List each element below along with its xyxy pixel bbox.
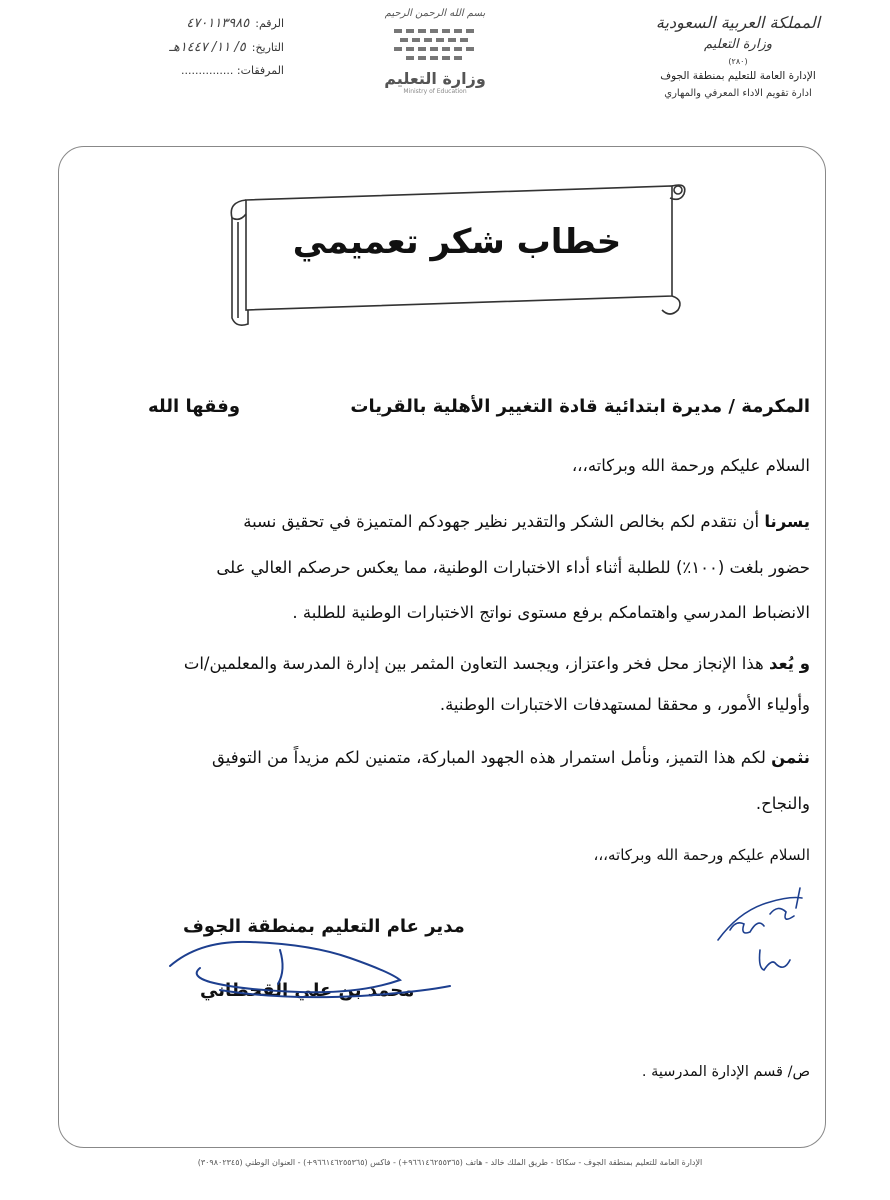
paragraph3-line2: والنجاح. [755,794,810,813]
issuer-code: (٢٨٠) [728,57,748,66]
paragraph3-lead: نثمن [771,748,810,767]
ministry-name-english: Ministry of Education [403,88,467,95]
paragraph1-lead: يسرنا [764,512,810,531]
reference-number-label: الرقم: [255,17,284,30]
reference-number-value: ٤٧٠١١٣٩٨٥ [186,16,250,31]
letter-title: خطاب شكر تعميمي [292,222,622,262]
date-row [54,40,284,64]
paragraph1-line3: الانضباط المدرسي واهتمامكم برفع مستوى نواتج الاختبارات الوطنية للطلبة . [292,603,810,622]
paragraph3-line1 [212,748,810,767]
paragraph3-line1-text: لكم هذا التميز، ونأمل استمرار هذه الجهود المباركة، متمنين لكم مزيداً من التوفيق [212,748,772,767]
ministry-logo-block [360,8,510,95]
paragraph1-line1-text: أن نتقدم لكم بخالص الشكر والتقدير نظير جهودكم المتميزة في تحقيق نسبة [243,512,765,531]
header-issuer-block [638,12,838,102]
paragraph1-line2: حضور بلغت (١٠٠٪) للطلبة أثناء أداء الاختبارات الوطنية، مما يعكس حرصكم العالي على [216,558,810,577]
reference-number-row [54,16,284,40]
reference-block [54,16,284,88]
paragraph2-lead: و يُعد [768,654,810,673]
footer-contact: الإدارة العامة للتعليم بمنطقة الجوف - سكاكا - طريق الملك خالد - هاتف (٩٦٦١٤٦٢٥٥٣٦٥+) - فاكس (٩٦٦١٤٦٢٥٥٣٦٥+) - العنوان الوطني (٣٠٩٨٠٢٣٤٥) [197,1158,703,1167]
signatory-title: مدير عام التعليم بمنطقة الجوف [183,916,465,937]
kingdom-name: المملكة العربية السعودية [655,13,821,32]
initials-mark-icon [700,880,820,980]
paragraph2-line2: وأولياء الأمور، و محققا لمستهدفات الاختبارات الوطنية. [439,695,810,714]
ministry-logo-icon [390,25,480,67]
admin-name: الإدارة العامة للتعليم بمنطقة الجوف [660,70,816,82]
paragraph1-line1 [243,512,810,531]
recipient-closing: وفقها الله [148,396,241,417]
signature-scribble-icon [160,920,460,1020]
greeting: السلام عليكم ورحمة الله وبركاته،،، [571,456,810,475]
ministry-name-logo: وزارة التعليم [384,69,486,88]
attachments-row [54,64,284,88]
closing-greeting: السلام عليكم ورحمة الله وبركاته،،، [593,846,810,864]
recipient-line: المكرمة / مديرة ابتدائية قادة التغيير الأهلية بالقريات [350,396,810,417]
basmala: بسم الله الرحمن الرحيم [384,8,486,19]
paragraph2-line1 [184,654,810,673]
date-label: التاريخ: [251,41,284,54]
paragraph2-line1-text: هذا الإنجاز محل فخر واعتزاز، ويجسد التعاون المثمر بين إدارة المدرسة والمعلمين/ات [183,654,769,673]
attachments-label: المرفقات: ............... [180,64,284,77]
signatory-name: محمد بن علي القحطاني [200,980,415,1001]
ministry-name-calligraphy: وزارة التعليم [703,37,773,52]
carbon-copy: ص/ قسم الإدارة المدرسية . [641,1064,810,1080]
date-value: ٥/ ١١/ ١٤٤٧هـ [169,40,246,55]
department-name: ادارة تقويم الاداء المعرفي والمهاري [664,88,812,99]
